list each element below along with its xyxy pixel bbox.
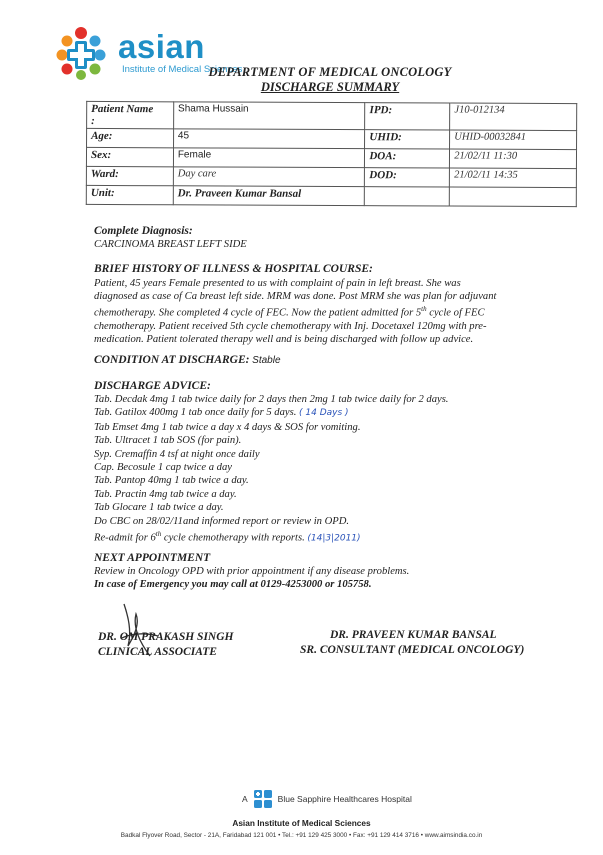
signature-right: [300, 628, 524, 658]
list-item: Do CBC on 28/02/11and informed report or review in OPD.: [94, 515, 350, 527]
right-doctor-name: DR. PRAVEEN KUMAR BANSAL: [330, 629, 497, 641]
handwritten-duration: ( 14 Days ): [299, 408, 349, 419]
condition-section: [94, 354, 584, 367]
diagnosis-section: [94, 225, 584, 251]
diagnosis-text: CARCINOMA BREAST LEFT SIDE: [94, 239, 247, 250]
footer-institute: Asian Institute of Medical Sciences: [232, 818, 371, 828]
list-item: Syp. Cremaffin 4 tsf at night once daily: [94, 448, 260, 460]
blue-sapphire-logo-icon: [253, 789, 273, 809]
emergency-contact: In case of Emergency you may call at 0129-4253000 or 105758.: [94, 579, 372, 590]
table-row: [87, 101, 577, 130]
doa-value: 21/02/11 11:30: [450, 149, 577, 169]
ward-label: Ward:: [86, 166, 173, 185]
advice-heading-wrap: [94, 380, 584, 393]
left-doctor-name: DR. OM PRAKASH SINGH: [98, 631, 234, 643]
department-title: DEPARTMENT OF MEDICAL ONCOLOGY: [208, 65, 452, 79]
patient-info-table: [86, 101, 577, 207]
ward-value: Day care: [173, 167, 365, 187]
dod-value: 21/02/11 14:35: [450, 168, 577, 188]
footer-address: Badkal Flyover Road, Sector - 21A, Faridabad 121 001 • Tel.: +91 129 425 3000 • Fax: +91 129 414 3716 • www.aimsindia.co.in: [120, 832, 483, 839]
advice-heading: DISCHARGE ADVICE:: [94, 380, 211, 392]
condition-value: Stable: [252, 355, 281, 366]
footer-brand: [242, 789, 412, 809]
list-item: Tab. Gatilox 400mg 1 tab once daily for 5 days. ( 14 Days ): [94, 407, 349, 419]
ipd-label: IPD:: [365, 103, 450, 130]
uhid-value: UHID-00032841: [450, 130, 577, 150]
table-row: [86, 166, 576, 187]
table-row: [87, 128, 577, 149]
age-label: Age:: [87, 128, 174, 147]
list-item: Cap. Becosule 1 cap twice a day: [94, 462, 232, 474]
condition-heading: CONDITION AT DISCHARGE:: [94, 354, 250, 366]
list-item: Re-admit for 6th cycle chemotherapy with reports. (14|3|2011): [94, 530, 361, 544]
left-doctor-title: CLINICAL ASSOCIATE: [98, 646, 217, 658]
logo-name: asian: [118, 28, 205, 65]
list-item: Tab Emset 4mg 1 tab twice a day x 4 days & SOS for vomiting.: [94, 421, 361, 433]
doa-label: DOA:: [365, 149, 450, 168]
list-item: Tab. Decdak 4mg 1 tab twice daily for 2 days then 2mg 1 tab twice daily for 2 days.: [94, 394, 449, 405]
history-line: chemotherapy. She completed 4 cycle of FEC. Now the patient admitted for 5th cycle of FEC: [94, 305, 485, 319]
appointment-section: [94, 552, 584, 591]
patient-name-value: Shama Hussain: [173, 102, 365, 130]
unit-value: Dr. Praveen Kumar Bansal: [173, 186, 365, 206]
list-item: Tab. Pantop 40mg 1 tab twice a day.: [94, 475, 249, 487]
list-item: Tab. Practin 4mg tab twice a day.: [94, 488, 237, 500]
unit-label: Unit:: [86, 185, 173, 204]
footer-brand-prefix: A: [242, 794, 248, 804]
list-item: Tab. Ultracet 1 tab SOS (for pain).: [94, 435, 242, 447]
sex-label: Sex:: [86, 147, 173, 166]
footer-brand-name: Blue Sapphire Healthcares Hospital: [277, 794, 412, 804]
history-line: chemotherapy. Patient received 5th cycle chemotherapy with Inj. Docetaxel 120mg with pre-: [94, 320, 487, 332]
history-line: Patient, 45 years Female presented to us with complaint of pain in left breast. She was: [94, 278, 461, 289]
list-item: Tab Glocare 1 tab twice a day.: [94, 502, 224, 514]
signature-left: [98, 630, 233, 660]
discharge-advice-list: [94, 393, 574, 546]
history-line: diagnosed as case of Ca breast left side. MRM was done. Post MRM she was plan for adjuvant: [94, 291, 497, 302]
appointment-heading: NEXT APPOINTMENT: [94, 552, 211, 564]
age-value: 45: [173, 129, 365, 149]
discharge-summary-title: DISCHARGE SUMMARY: [260, 80, 400, 94]
diagnosis-heading: Complete Diagnosis:: [94, 225, 193, 237]
empty-cell: [365, 187, 450, 206]
logo-subtitle: Institute of Medical Sciences: [122, 64, 243, 75]
appointment-line: Review in Oncology OPD with prior appointment if any disease problems.: [94, 566, 410, 577]
table-row: [86, 147, 576, 168]
right-doctor-title: SR. CONSULTANT (MEDICAL ONCOLOGY): [300, 644, 525, 656]
patient-name-label: Patient Name :: [87, 101, 174, 128]
ipd-value: J10-012134: [450, 103, 577, 131]
handwritten-readmit-date: (14|3|2011): [307, 533, 361, 544]
sex-value: Female: [173, 148, 365, 168]
dod-label: DOD:: [365, 168, 450, 187]
table-row: [86, 185, 576, 206]
history-line: medication. Patient tolerated therapy well and is being discharged with follow up advice.: [94, 333, 474, 345]
history-section: [94, 263, 584, 346]
empty-cell: [450, 187, 577, 207]
uhid-label: UHID:: [365, 130, 450, 149]
history-heading: BRIEF HISTORY OF ILLNESS & HOSPITAL COURSE:: [94, 263, 373, 275]
